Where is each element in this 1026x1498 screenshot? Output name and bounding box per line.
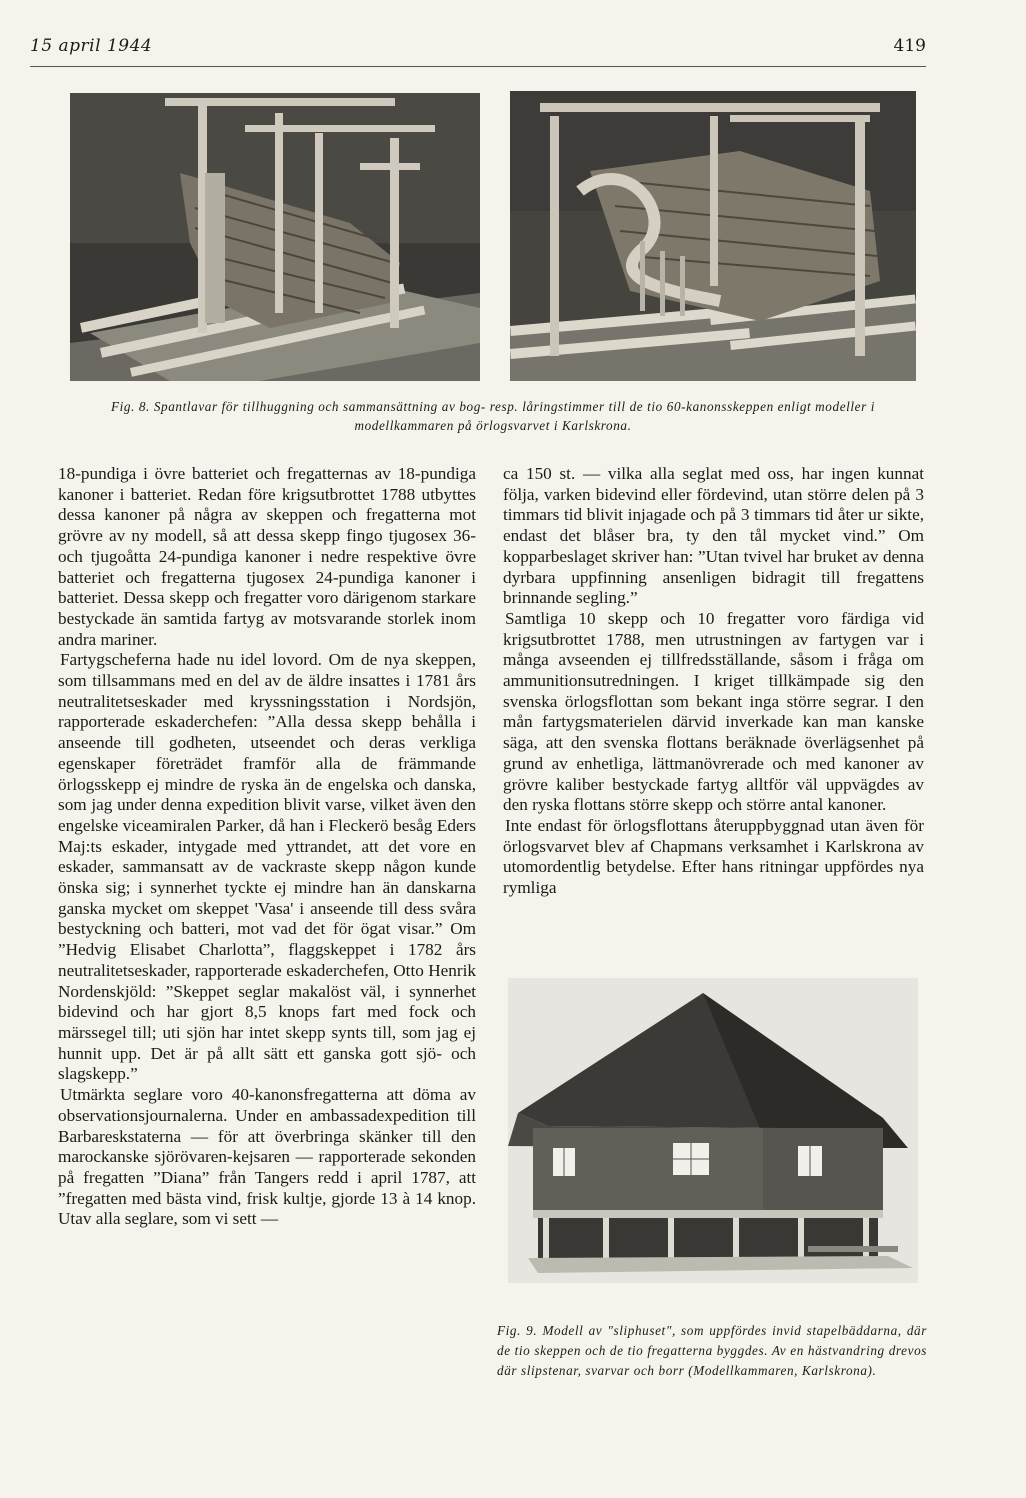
right-paragraph-3: Inte endast för örlogsflottans återuppbyggnad utan även för örlogsvarvet blev af Chapmans verksamhet i Karlskrona av utomordentlig betydelse. Efter hans ritningar uppfördes nya rymliga [503, 815, 924, 898]
right-paragraph-2: Samtliga 10 skepp och 10 fregatter voro färdiga vid krigsutbrottet 1788, men utrustningen av fartygen var i många avseenden ej tillfredsställande, såsom i fråga om ammunitionsutredningen. I kriget tillkämpade sig den svenska örlogsflottan som bekant inga större segrar. I den mån fartygsmaterielen därvid inverkade kan man kanske säga, att den svenska flottans beräknade överlägsenhet på grund av enhetliga, lättmanövrerade och med kanoner av grövre kaliber bestyckade fartyg alltför väl uppvägdes av den ryska flottans större skepp och större antal kanoner. [503, 608, 924, 815]
left-paragraph-1: 18-pundiga i övre batteriet och fregatternas av 18-pundiga kanoner i batteriet. Redan före krigsutbrottet 1788 utbyttes dessa kanoner på några av skeppen och fregatterna mot grövre av ny modell, så att dessa skepp fingo tjugosex 36- och tjugoåtta 24-pundiga kanoner i nedre respektive övre batteriet och fregatterna tjugosex 24-pundiga kanoner i batteriet. Dessa skepp och fregatter voro därigenom starkare bestyckade än samtida fartyg av motsvarande storlek inom andra mariner. [58, 464, 476, 649]
page-number: 419 [893, 36, 926, 56]
figure-8-caption: Fig. 8. Spantlavar för tillhuggning och sammansättning av bog- resp. låringstimmer till de tio 60-kanonsskeppen enligt modeller i modellkammaren på örlogsvarvet i Karlskrona. [110, 399, 876, 433]
left-paragraph-2: Fartygscheferna hade nu idel lovord. Om de nya skeppen, som tillsammans med en del av de äldre insattes i 1781 års neutralitetseskader med kryssningsstation i Nordsjön, rapporterade eskaderchefen: ”Alla dessa skepp behålla i anseende till godheten, utseendet och deras verkliga egenskaper företrädet framför alla de främmande örlogsskepp ej mindre de ryska än de engelska och danska, som jag under denna expedition blivit varse, vilket även den engelske viceamiralen Parker, då han i Fleckerö besåg Eders Maj:ts eskader, intygade med yttrandet, att det vore en eskader, sammansatt av de vackraste skepp någon kunde önska sig; i synnerhet tyckte ej mindre han än danskarna ganska mycket om skeppet 'Vasa' i anseende till dess svåra bestyckning och batteri, mot vad det för ögat visar.” Om ”Hedvig Elisabet Charlotta”, flaggskeppet i 1782 års neutralitetseskader, rapporterade eskaderchefen, Otto Henrik Nordenskjöld: ”Skeppet seglar makalöst väl, i synnerhet bidevind och har gjort 8,5 knops fart med fock och märssegel till; uti sjön har intet skepp synts till, som jag ej hunnit upp. Det är på allt sätt ett ganska gott sjö- och slagskepp.” [58, 650, 476, 1084]
left-paragraph-3: Utmärkta seglare voro 40-kanonsfregatterna att döma av observationsjournalerna. Under en ambassadexpedition till Barbareskstaterna — för att överbringa skänker till den marockanske sjörövaren-kejsaren — rapporterade sekonden på fregatten ”Diana” från Tangers redd i april 1787, att ”fregatten med bästa vind, frisk kultje, gjorde 13 à 14 knop. Utav alla seglare, som vi sett — [58, 1085, 476, 1229]
right-paragraph-1: ca 150 st. — vilka alla seglat med oss, har ingen kunnat följa, varken bidevind eller fördevind, utan större delen på 3 timmars tid blivit injagade och på 3 timmars tid åter ur sikte, endast det blåser bra, ty den tål mycket vind.” Om kopparbeslaget skriver han: ”Utan tvivel har bruket av denna dyrbara uppfinning ansenligen bidragit till fregattens brinnande segling.” [503, 464, 924, 608]
header-divider [30, 66, 926, 67]
right-text-column [503, 464, 924, 899]
figure-9-photo [508, 978, 918, 1283]
header-date: 15 april 1944 [30, 36, 153, 56]
figure-9-caption: Fig. 9. Modell av "sliphuset", som uppfördes invid stapelbäddarna, där de tio skeppen och de tio fregatterna byggdes. Av en hästvandring drevos där slipstenar, svarvar och borr (Modellkammaren, Karlskrona). [497, 1323, 927, 1378]
left-text-column [58, 464, 476, 1230]
figure-8-photo-right [510, 91, 916, 381]
figure-8-photo-left [70, 93, 480, 381]
